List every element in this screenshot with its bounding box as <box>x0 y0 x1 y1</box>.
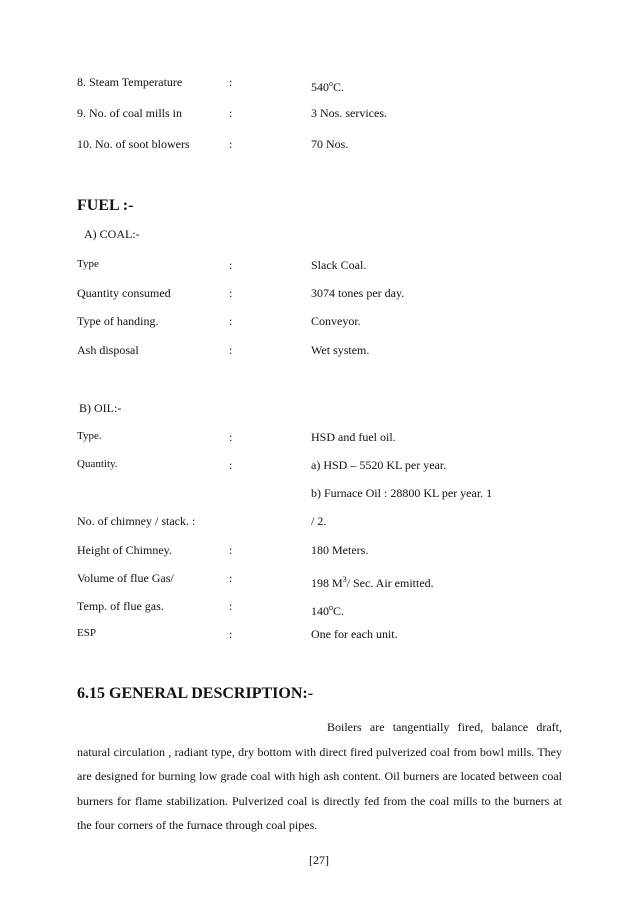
oil-type-row <box>0 430 638 450</box>
row-value: 140$^o$C. <box>311 603 345 618</box>
row-colon: : <box>229 106 233 120</box>
row-value: a) HSD – 5520 KL per year. <box>311 458 447 472</box>
row-label: Volume of flue Gas/ <box>77 571 174 585</box>
chimney-height-row <box>0 543 638 563</box>
row-label: Type <box>77 258 99 270</box>
row-label: Quantity. <box>77 458 118 470</box>
row-value: Slack Coal. <box>311 258 367 272</box>
row-value: 198 $M^3/$ Sec. Air emitted. <box>311 575 434 590</box>
chimney-count-row <box>0 514 638 534</box>
row-label: 9. No. of coal mills in <box>77 106 182 120</box>
oil-subheading: B) OIL:- <box>79 401 122 415</box>
ash-disposal-row <box>0 343 638 363</box>
general-description-paragraph: Boilers are tangentially fired, balance draft, natural circulation , radiant type, dry bottom with direct fired pulverized coal from bowl mills. They are designed for burning low grade coal with high ash content. Oil burners are located between coal burners for flame stabilization. Pulverized coal is directly fed from the coal mills to the burners at the four corners of the furnace through coal pipes. <box>77 720 562 832</box>
row-value: 540$^o$C. <box>311 79 345 94</box>
coal-subheading: A) COAL:- <box>84 227 140 241</box>
row-colon: : <box>229 137 233 151</box>
row-value: b) Furnace Oil : 28800 KL per year. 1 <box>311 486 493 500</box>
soot-blowers-row <box>0 137 638 157</box>
flue-gas-temp-row <box>0 599 638 619</box>
oil-quantity-row <box>0 458 638 478</box>
row-value: One for each unit. <box>311 627 398 641</box>
row-value: 3 Nos. services. <box>311 106 387 120</box>
row-label: Type. <box>77 430 102 442</box>
row-label: Ash disposal <box>77 343 139 357</box>
row-label: No. of chimney / stack. : <box>77 514 196 528</box>
furnace-oil-row <box>0 486 638 506</box>
row-value: Conveyor. <box>311 314 361 328</box>
coal-type-row <box>0 258 638 278</box>
row-label: ESP <box>77 627 96 639</box>
steam-temperature-row <box>0 75 638 95</box>
flue-gas-volume-row <box>0 571 638 591</box>
row-label: 8. Steam Temperature <box>77 75 183 89</box>
quantity-consumed-row <box>0 286 638 306</box>
row-label: Quantity consumed <box>77 286 171 300</box>
row-colon: : <box>229 599 233 613</box>
row-value: / 2. <box>311 514 327 528</box>
coal-mills-row <box>0 106 638 126</box>
handling-type-row <box>0 314 638 334</box>
row-colon: : <box>229 627 233 641</box>
row-value: Wet system. <box>311 343 370 357</box>
row-colon: : <box>229 543 233 557</box>
row-colon: : <box>229 458 233 472</box>
general-description-heading: 6.15 GENERAL DESCRIPTION:- <box>77 685 314 702</box>
row-label: Type of handing. <box>77 314 159 328</box>
row-value: 70 Nos. <box>311 137 349 151</box>
fuel-heading: FUEL :- <box>77 197 134 214</box>
row-value: 3074 tones per day. <box>311 286 405 300</box>
row-colon: : <box>229 571 233 585</box>
row-colon: : <box>229 286 233 300</box>
row-label: Height of Chimney. <box>77 543 172 557</box>
row-label: Temp. of flue gas. <box>77 599 164 613</box>
row-colon: : <box>229 430 233 444</box>
esp-row <box>0 627 638 647</box>
row-colon: : <box>229 314 233 328</box>
row-value: HSD and fuel oil. <box>311 430 396 444</box>
row-colon: : <box>229 258 233 272</box>
row-value: 180 Meters. <box>311 543 369 557</box>
row-label: 10. No. of soot blowers <box>77 137 190 151</box>
row-colon: : <box>229 75 233 89</box>
row-colon: : <box>229 343 233 357</box>
page-number: [27] <box>309 853 329 867</box>
